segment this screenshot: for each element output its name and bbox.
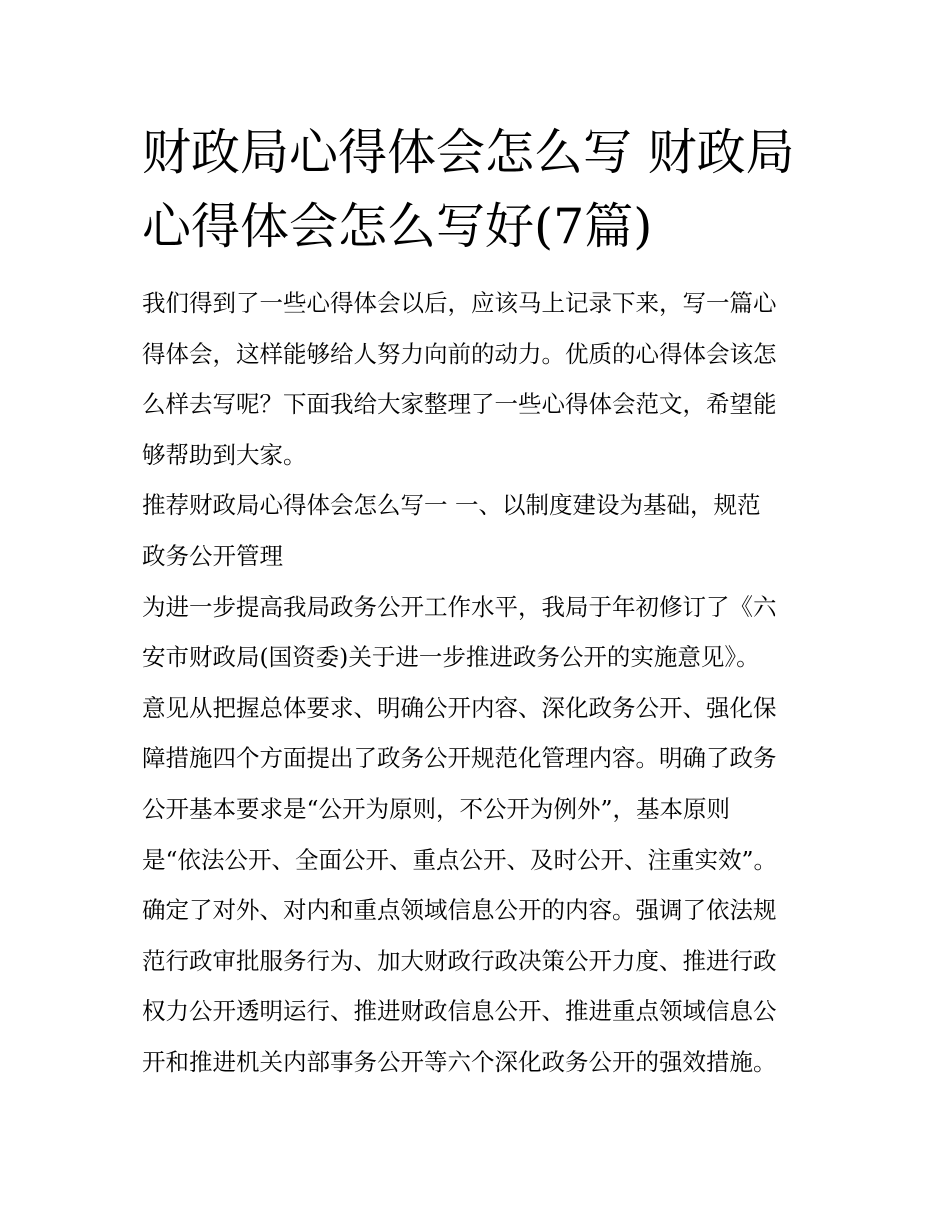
body-line: 确定了对外、对内和重点领域信息公开的内容。强调了依法规: [142, 896, 777, 925]
document-title: [142, 116, 822, 264]
body-line: 为进一步提高我局政务公开工作水平，我局于年初修订了《六: [142, 592, 777, 621]
section-heading-line: 推荐财政局心得体会怎么写一 一、以制度建设为基础，规范: [142, 491, 761, 520]
body-line: 是“依法公开、全面公开、重点公开、及时公开、注重实效”。: [142, 845, 778, 874]
body-line: 开和推进机关内部事务公开等六个深化政务公开的强效措施。: [142, 1047, 777, 1076]
title-line-2: 心得体会怎么写好(7篇): [142, 198, 653, 255]
body-line: 我们得到了一些心得体会以后，应该马上记录下来，写一篇心: [142, 289, 777, 317]
body-line: 障措施四个方面提出了政务公开规范化管理内容。明确了政务: [142, 744, 777, 773]
section-heading-line: 政务公开管理: [142, 541, 283, 570]
body-line: 么样去写呢？下面我给大家整理了一些心得体会范文，希望能: [142, 390, 777, 419]
body-line: 权力公开透明运行、推进财政信息公开、推进重点领域信息公: [142, 997, 777, 1026]
body-line: 公开基本要求是“公开为原则，不公开为例外”，基本原则: [142, 794, 731, 823]
body-line: 安市财政局(国资委)关于进一步推进政务公开的实施意见》。: [142, 643, 760, 672]
body-line: 意见从把握总体要求、明确公开内容、深化政务公开、强化保: [142, 693, 777, 722]
title-line-1: 财政局心得体会怎么写 财政局: [142, 124, 795, 181]
body-line: 范行政审批服务行为、加大财政行政决策公开力度、推进行政: [142, 946, 777, 975]
body-line: 够帮助到大家。: [142, 440, 307, 469]
body-line: 得体会，这样能够给人努力向前的动力。优质的心得体会该怎: [142, 339, 777, 368]
document-body: [142, 278, 822, 1088]
